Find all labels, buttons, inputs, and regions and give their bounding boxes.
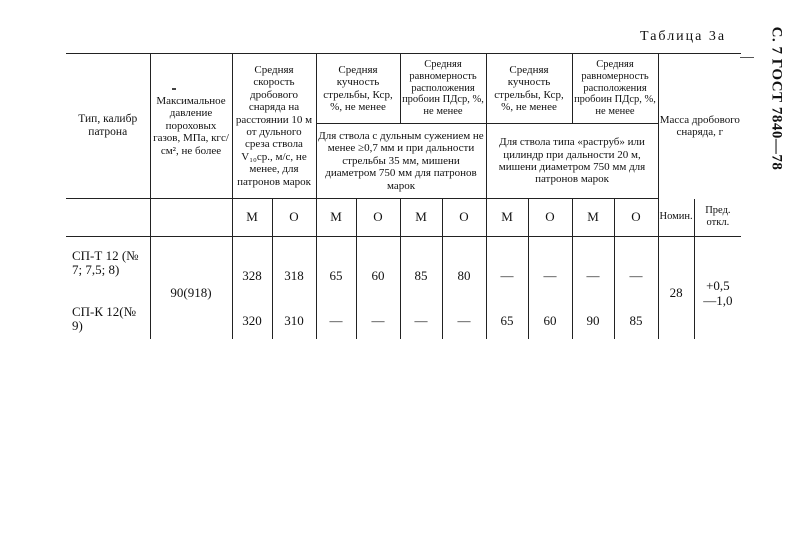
k2-o-value: — — [528, 249, 572, 305]
data-table — [66, 53, 741, 339]
header-pred: Пред. откл. — [694, 199, 741, 237]
header-mass: Масса дробового снаряда, г — [658, 54, 741, 199]
row-name: СП-Т 12 (№ 7; 7,5; 8) — [72, 247, 139, 277]
header-k2-o: О — [528, 199, 572, 237]
table-title: Таблица 3а — [640, 29, 727, 44]
header-pressure: Максимальное давление пороховых газов, МПа, кгс/см², не более — [150, 54, 232, 199]
header-type: Тип, калибр патрона — [66, 54, 150, 199]
header-kuchnost-2: Средняя кучность стрельбы, Кср, %, не менее — [486, 54, 572, 124]
speed-m-value: 328 — [232, 249, 272, 305]
k2-o-value: 60 — [528, 305, 572, 339]
header-nomin: Номин. — [658, 199, 694, 237]
p2-o-value: — — [614, 249, 658, 305]
header-ravnomernost-2: Средняя равномерность расположения пробоин ПДср, %, не менее — [572, 54, 658, 124]
header-condition-2: Для ствола типа «раструб» или цилиндр при дальности 20 м, мишени диаметром 750 мм для патронов марок — [486, 124, 658, 199]
p2-m-value: — — [572, 249, 614, 305]
row-name: СП-К 12(№ 9) — [72, 303, 137, 333]
header-condition-1: Для ствола с дульным сужением не менее ≥0,7 мм и при дальности стрельбы 35 мм, мишени диаметром 750 мм для патронов марок — [316, 124, 486, 199]
side-header — [766, 28, 786, 168]
k1-o-value: 60 — [356, 249, 400, 305]
p2-o-value: 85 — [614, 305, 658, 339]
header-empty-2 — [150, 199, 232, 237]
header-p1-m: М — [400, 199, 442, 237]
p1-m-value: — — [400, 305, 442, 339]
header-k1-o: О — [356, 199, 400, 237]
k1-m-value: 65 — [316, 249, 356, 305]
speed-m-value: 320 — [232, 305, 272, 339]
header-p2-m: М — [572, 199, 614, 237]
header-empty-1 — [66, 199, 150, 237]
header-speed: Средняя скорость дробового снаряда на расстоянии 10 м от дульного среза ствола V₁₀ср., м/с, не менее, для патронов марок — [232, 54, 316, 199]
header-ravnomernost-1: Средняя равномерность расположения пробоин ПДср, %, не менее — [400, 54, 486, 124]
k1-o-value: — — [356, 305, 400, 339]
speed-o-value: 318 — [272, 249, 316, 305]
mass-pred-plus: +0,5 — [706, 277, 730, 293]
k2-m-value: 65 — [486, 305, 528, 339]
header-k1-m: М — [316, 199, 356, 237]
mass-pred-minus: —1,0 — [703, 292, 733, 308]
speed-o-value: 310 — [272, 305, 316, 339]
pressure-value: 90(918) — [150, 249, 232, 339]
k1-m-value: — — [316, 305, 356, 339]
k2-m-value: — — [486, 249, 528, 305]
header-speed-m: М — [232, 199, 272, 237]
header-k2-m: М — [486, 199, 528, 237]
header-speed-o: О — [272, 199, 316, 237]
mass-pred-cell — [694, 249, 741, 339]
side-header-text: С. 7 ГОСТ 7840—78 — [768, 26, 785, 170]
divider — [740, 57, 754, 58]
p1-o-value: 80 — [442, 249, 486, 305]
header-p2-o: О — [614, 199, 658, 237]
p1-m-value: 85 — [400, 249, 442, 305]
table-row — [66, 249, 741, 305]
header-kuchnost-1: Средняя кучность стрельбы, Кср, %, не менее — [316, 54, 400, 124]
header-p1-o: О — [442, 199, 486, 237]
p2-m-value: 90 — [572, 305, 614, 339]
p1-o-value: — — [442, 305, 486, 339]
mass-nomin-value: 28 — [658, 249, 694, 339]
